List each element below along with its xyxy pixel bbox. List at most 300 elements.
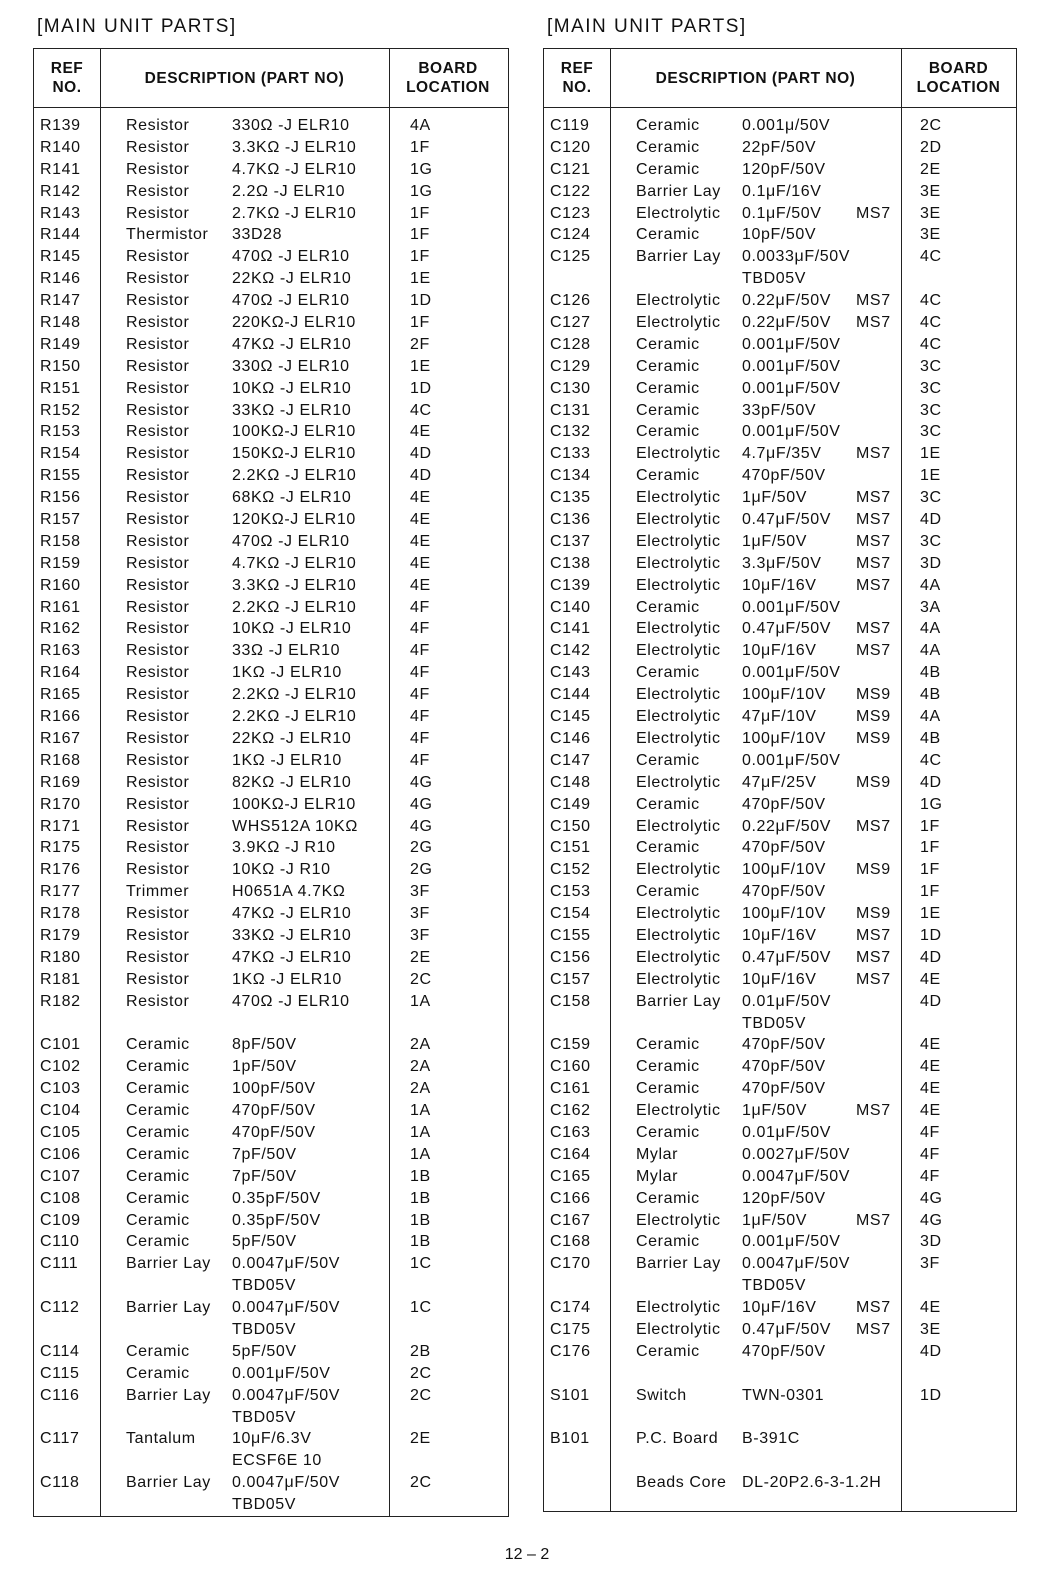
- board-location-cell: 4A: [920, 576, 941, 594]
- part-type-cell: Resistor: [126, 795, 190, 813]
- board-location-cell: 4G: [920, 1189, 943, 1207]
- part-type-cell: Electrolytic: [636, 532, 721, 550]
- part-type-cell: Resistor: [126, 970, 190, 988]
- part-type-cell: Resistor: [126, 905, 190, 923]
- ref-no-cell: C148: [550, 773, 591, 791]
- part-type-cell: Ceramic: [636, 226, 700, 244]
- table-row: [544, 465, 1016, 487]
- board-location-cell: 2E: [920, 160, 941, 178]
- table-row: [544, 421, 1016, 443]
- table-row: [34, 1450, 508, 1472]
- part-value-cell: 3.9KΩ -J R10: [232, 839, 336, 857]
- board-location-cell: 1G: [920, 795, 943, 813]
- part-type-cell: Electrolytic: [636, 708, 721, 726]
- part-type-cell: Resistor: [126, 992, 190, 1010]
- table-row: [34, 1144, 508, 1166]
- part-type-cell: Barrier Lay: [636, 992, 721, 1010]
- ref-no-cell: C162: [550, 1102, 591, 1120]
- table-row: [544, 509, 1016, 531]
- part-type-cell: [126, 1450, 232, 1472]
- part-value-cell: TBD05V: [742, 270, 807, 288]
- board-location-cell: 1G: [410, 160, 433, 178]
- part-series-cell: [856, 159, 920, 181]
- part-type-cell: Ceramic: [126, 1167, 190, 1185]
- part-value-cell: 330Ω -J ELR10: [232, 117, 350, 134]
- ref-no-cell: C123: [550, 204, 591, 222]
- part-value-cell: 0.22μF/50V: [742, 817, 832, 835]
- part-type-cell: Resistor: [126, 773, 190, 791]
- ref-no-cell: R160: [40, 576, 81, 594]
- part-value-cell: 100pF/50V: [232, 1080, 316, 1098]
- part-value-cell: TBD05V: [232, 1277, 297, 1295]
- board-location-cell: 1A: [410, 1102, 431, 1120]
- board-location-cell: 4D: [920, 992, 942, 1010]
- board-location-cell: [410, 1275, 450, 1297]
- board-location-cell: 1F: [920, 839, 940, 857]
- part-type-cell: Resistor: [126, 182, 190, 200]
- part-series-cell: [856, 334, 920, 356]
- board-location-cell: 4A: [920, 708, 941, 726]
- board-location-cell: 4E: [920, 1299, 941, 1317]
- part-value-cell: 10μF/16V: [742, 970, 817, 988]
- table-row: [544, 837, 1016, 859]
- part-type-cell: Electrolytic: [636, 642, 721, 660]
- part-value-cell: 150KΩ-J ELR10: [232, 445, 356, 463]
- part-type-cell: Barrier Lay: [636, 182, 721, 200]
- ref-no-cell: C134: [550, 467, 591, 485]
- part-series-cell: MS7: [856, 292, 891, 310]
- part-series-cell: MS9: [856, 708, 891, 726]
- part-value-cell: 4.7μF/35V: [742, 445, 822, 463]
- part-value-cell: 47KΩ -J ELR10: [232, 948, 352, 966]
- part-value-cell: WHS512A 10KΩ: [232, 817, 358, 835]
- part-value-cell: 5pF/50V: [232, 1342, 297, 1360]
- ref-no-cell: C158: [550, 992, 591, 1010]
- part-value-cell: B-391C: [742, 1430, 800, 1448]
- part-value-cell: 10KΩ -J ELR10: [232, 620, 352, 638]
- part-value-cell: 0.001μF/50V: [232, 1364, 331, 1382]
- part-value-cell: 10KΩ -J ELR10: [232, 379, 352, 397]
- part-value-cell: 10μF/16V: [742, 926, 817, 944]
- part-value-cell: 2.2Ω -J ELR10: [232, 182, 346, 200]
- table-row: [34, 881, 508, 903]
- part-value-cell: 0.47μF/50V: [742, 948, 832, 966]
- ref-no-cell: C127: [550, 314, 591, 332]
- part-value-cell: 0.001μF/50V: [742, 1233, 841, 1251]
- part-type-cell: Resistor: [126, 861, 190, 879]
- table-row: [34, 1472, 508, 1494]
- part-value-cell: 470pF/50V: [742, 1080, 826, 1098]
- part-type-cell: Barrier Lay: [126, 1255, 211, 1273]
- part-type-cell: Electrolytic: [636, 1320, 721, 1338]
- part-type-cell: Electrolytic: [636, 511, 721, 529]
- part-value-cell: TBD05V: [232, 1320, 297, 1338]
- part-value-cell: 470Ω -J ELR10: [232, 248, 350, 266]
- part-type-cell: Resistor: [126, 489, 190, 507]
- part-value-cell: TWN-0301: [742, 1386, 825, 1404]
- board-location-cell: 4D: [920, 1342, 942, 1360]
- board-location-cell: [410, 1494, 450, 1516]
- part-series-cell: MS7: [856, 970, 891, 988]
- part-series-cell: [856, 991, 920, 1013]
- ref-no-cell: C108: [40, 1189, 81, 1207]
- part-value-cell: 47μF/10V: [742, 708, 817, 726]
- part-type-cell: Electrolytic: [636, 620, 721, 638]
- table-row: [34, 378, 508, 400]
- part-type-cell: Electrolytic: [636, 948, 721, 966]
- part-type-cell: Electrolytic: [636, 861, 721, 879]
- board-location-cell: 4C: [920, 248, 942, 266]
- ref-no-cell: [544, 1013, 636, 1035]
- part-value-cell: 0.01μF/50V: [742, 992, 832, 1010]
- table-row: [34, 684, 508, 706]
- part-value-cell: [742, 1450, 856, 1472]
- part-type-cell: Barrier Lay: [126, 1474, 211, 1492]
- part-type-cell: [126, 1319, 232, 1341]
- ref-no-cell: C160: [550, 1058, 591, 1076]
- part-value-cell: 470pF/50V: [742, 883, 826, 901]
- ref-no-cell: C126: [550, 292, 591, 310]
- board-location-cell: 3E: [920, 182, 941, 200]
- part-value-cell: 0.0047μF/50V: [232, 1386, 341, 1404]
- board-location-cell: 2G: [410, 861, 433, 879]
- ref-no-cell: C110: [40, 1233, 80, 1251]
- table-row: [34, 1319, 508, 1341]
- ref-no-cell: C176: [550, 1342, 591, 1360]
- part-series-cell: MS7: [856, 817, 891, 835]
- board-location-cell: 4F: [410, 664, 430, 682]
- table-row: [34, 1122, 508, 1144]
- table-row: [34, 837, 508, 859]
- board-location-cell: 1F: [410, 314, 430, 332]
- part-value-cell: 120pF/50V: [742, 160, 826, 178]
- board-location-cell: 4C: [920, 335, 942, 353]
- part-value-cell: 7pF/50V: [232, 1145, 297, 1163]
- board-location-cell: 4G: [410, 773, 433, 791]
- part-value-cell: 0.47μF/50V: [742, 620, 832, 638]
- header-ref-no: REF NO.: [560, 60, 594, 96]
- ref-no-cell: R161: [40, 598, 81, 616]
- part-series-cell: [856, 400, 920, 422]
- part-type-cell: [126, 1494, 232, 1516]
- ref-no-cell: C111: [40, 1255, 79, 1273]
- part-value-cell: 470Ω -J ELR10: [232, 532, 350, 550]
- table-row: [544, 1450, 1016, 1472]
- part-value-cell: 120pF/50V: [742, 1189, 826, 1207]
- board-location-cell: 3F: [410, 883, 430, 901]
- part-value-cell: DL-20P2.6-3-1.2H: [742, 1474, 882, 1492]
- board-location-cell: 4B: [920, 664, 941, 682]
- part-value-cell: 10pF/50V: [742, 226, 817, 244]
- part-value-cell: 0.001μ/50V: [742, 117, 831, 134]
- table-row: [34, 246, 508, 268]
- ref-no-cell: C128: [550, 335, 591, 353]
- part-type-cell: Ceramic: [636, 335, 700, 353]
- table-row: [34, 356, 508, 378]
- board-location-cell: 4B: [920, 686, 941, 704]
- ref-no-cell: R170: [40, 795, 81, 813]
- ref-no-cell: C106: [40, 1145, 81, 1163]
- ref-no-cell: R182: [40, 992, 81, 1010]
- board-location-cell: 4G: [410, 795, 433, 813]
- part-series-cell: [856, 465, 920, 487]
- part-type-cell: Electrolytic: [636, 926, 721, 944]
- board-location-cell: 4G: [410, 817, 433, 835]
- part-type-cell: Electrolytic: [636, 576, 721, 594]
- table-row: [544, 1275, 1016, 1297]
- part-series-cell: [856, 1231, 920, 1253]
- part-type-cell: Ceramic: [126, 1145, 190, 1163]
- part-type-cell: Resistor: [126, 401, 190, 419]
- part-type-cell: Resistor: [126, 511, 190, 529]
- ref-no-cell: C103: [40, 1080, 81, 1098]
- part-series-cell: [856, 1275, 920, 1297]
- ref-no-cell: C141: [550, 620, 591, 638]
- ref-no-cell: C145: [550, 708, 591, 726]
- board-location-cell: 1E: [920, 467, 941, 485]
- part-type-cell: Resistor: [126, 423, 190, 441]
- board-location-cell: 4F: [410, 598, 430, 616]
- table-row: [34, 312, 508, 334]
- table-row: [544, 400, 1016, 422]
- board-location-cell: 1B: [410, 1211, 431, 1229]
- part-type-cell: Resistor: [126, 642, 190, 660]
- part-value-cell: TBD05V: [742, 1277, 807, 1295]
- part-type-cell: Electrolytic: [636, 292, 721, 310]
- part-series-cell: MS7: [856, 489, 891, 507]
- ref-no-cell: C107: [40, 1167, 81, 1185]
- board-location-cell: 4E: [920, 1036, 941, 1054]
- table-row: [34, 618, 508, 640]
- table-row: [34, 487, 508, 509]
- part-series-cell: MS7: [856, 554, 891, 572]
- part-type-cell: Resistor: [126, 598, 190, 616]
- ref-no-cell: C167: [550, 1211, 591, 1229]
- part-type-cell: Ceramic: [636, 379, 700, 397]
- part-type-cell: [126, 1013, 232, 1035]
- part-type-cell: Resistor: [126, 532, 190, 550]
- part-type-cell: Resistor: [126, 926, 190, 944]
- table-row: [544, 356, 1016, 378]
- ref-no-cell: C121: [550, 160, 591, 178]
- board-location-cell: 4F: [920, 1167, 940, 1185]
- part-type-cell: Electrolytic: [636, 554, 721, 572]
- part-type-cell: Electrolytic: [636, 1211, 721, 1229]
- table-row: [544, 553, 1016, 575]
- part-value-cell: 1KΩ -J ELR10: [232, 751, 342, 769]
- part-type-cell: Ceramic: [636, 1123, 700, 1141]
- part-value-cell: 470Ω -J ELR10: [232, 292, 350, 310]
- part-type-cell: Ceramic: [636, 598, 700, 616]
- board-location-cell: 4C: [920, 314, 942, 332]
- ref-no-cell: R164: [40, 664, 81, 682]
- part-type-cell: Resistor: [126, 817, 190, 835]
- part-value-cell: TBD05V: [742, 1014, 807, 1032]
- table-row: [34, 1275, 508, 1297]
- table-row: [34, 969, 508, 991]
- table-row: [34, 1231, 508, 1253]
- ref-no-cell: C137: [550, 532, 591, 550]
- page-number: 12 – 2: [504, 1546, 550, 1563]
- part-type-cell: Mylar: [636, 1145, 679, 1163]
- part-type-cell: Resistor: [126, 314, 190, 332]
- board-location-cell: [410, 1450, 450, 1472]
- part-value-cell: 2.2KΩ -J ELR10: [232, 598, 357, 616]
- part-value-cell: 0.35pF/50V: [232, 1189, 321, 1207]
- ref-no-cell: [34, 1450, 126, 1472]
- ref-no-cell: [34, 1494, 126, 1516]
- part-value-cell: 82KΩ -J ELR10: [232, 773, 352, 791]
- board-location-cell: 4E: [920, 1058, 941, 1076]
- part-type-cell: [636, 1275, 742, 1297]
- part-type-cell: Resistor: [126, 686, 190, 704]
- part-type-cell: [126, 1275, 232, 1297]
- part-value-cell: 0.0047μF/50V: [232, 1474, 341, 1492]
- part-value-cell: 470pF/50V: [742, 1342, 826, 1360]
- ref-no-cell: C174: [550, 1299, 591, 1317]
- part-type-cell: Ceramic: [636, 664, 700, 682]
- part-type-cell: Ceramic: [126, 1080, 190, 1098]
- part-type-cell: Resistor: [126, 292, 190, 310]
- board-location-cell: 1E: [920, 905, 941, 923]
- part-type-cell: Ceramic: [636, 883, 700, 901]
- table-row: [544, 1188, 1016, 1210]
- board-location-cell: 3C: [920, 423, 942, 441]
- part-value-cell: 2.2KΩ -J ELR10: [232, 708, 357, 726]
- right-parts-panel: [543, 14, 1017, 1512]
- part-value-cell: 1μF/50V: [742, 532, 808, 550]
- part-series-cell: [856, 1450, 920, 1472]
- ref-no-cell: R180: [40, 948, 81, 966]
- part-type-cell: Electrolytic: [636, 729, 721, 747]
- part-value-cell: 0.001μF/50V: [742, 664, 841, 682]
- table-row: [34, 1013, 508, 1035]
- table-row: [34, 640, 508, 662]
- ref-no-cell: R176: [40, 861, 81, 879]
- part-value-cell: 33KΩ -J ELR10: [232, 401, 352, 419]
- ref-no-cell: C114: [40, 1342, 80, 1360]
- board-location-cell: 2A: [410, 1080, 431, 1098]
- table-row: [544, 137, 1016, 159]
- table-row: [34, 772, 508, 794]
- part-type-cell: Resistor: [126, 204, 190, 222]
- table-row: [34, 597, 508, 619]
- board-location-cell: 4D: [920, 511, 942, 529]
- part-value-cell: 220KΩ-J ELR10: [232, 314, 356, 332]
- table-row: [544, 1056, 1016, 1078]
- table-row: [34, 181, 508, 203]
- ref-no-cell: C109: [40, 1211, 81, 1229]
- part-value-cell: 470pF/50V: [742, 839, 826, 857]
- table-row: [34, 1188, 508, 1210]
- part-value-cell: 100KΩ-J ELR10: [232, 795, 356, 813]
- part-value-cell: 470pF/50V: [742, 467, 826, 485]
- part-value-cell: 3.3KΩ -J ELR10: [232, 138, 357, 156]
- board-location-cell: 4E: [410, 511, 431, 529]
- part-type-cell: Resistor: [126, 248, 190, 266]
- board-location-cell: 3D: [920, 1233, 942, 1251]
- part-value-cell: 100μF/10V: [742, 905, 827, 923]
- part-type-cell: Ceramic: [636, 1058, 700, 1076]
- board-location-cell: 2C: [410, 970, 432, 988]
- part-series-cell: [856, 1385, 920, 1407]
- part-series-cell: [856, 1363, 920, 1385]
- board-location-cell: 2C: [920, 117, 942, 134]
- part-value-cell: 0.22μF/50V: [742, 292, 832, 310]
- part-value-cell: 0.01μF/50V: [742, 1123, 832, 1141]
- part-series-cell: [856, 1122, 920, 1144]
- part-value-cell: TBD05V: [232, 1408, 297, 1426]
- table-row: [34, 1341, 508, 1363]
- table-row: [34, 859, 508, 881]
- table-row: [34, 1100, 508, 1122]
- part-type-cell: [636, 1450, 742, 1472]
- header-ref-no: REF NO.: [50, 60, 84, 96]
- board-location-cell: 4C: [920, 751, 942, 769]
- part-value-cell: 5pF/50V: [232, 1233, 297, 1251]
- board-location-cell: 4F: [920, 1145, 940, 1163]
- part-series-cell: [856, 1166, 920, 1188]
- ref-no-cell: C116: [40, 1386, 80, 1404]
- part-value-cell: 0.001μF/50V: [742, 598, 841, 616]
- board-location-cell: 1E: [920, 445, 941, 463]
- part-series-cell: [856, 137, 920, 159]
- part-series-cell: MS7: [856, 926, 891, 944]
- table-row: [34, 925, 508, 947]
- part-series-cell: [856, 1144, 920, 1166]
- table-row: [544, 684, 1016, 706]
- board-location-cell: 1A: [410, 992, 431, 1010]
- table-row: [34, 509, 508, 531]
- part-series-cell: [856, 1407, 920, 1429]
- part-type-cell: Trimmer: [126, 883, 190, 901]
- part-value-cell: 7pF/50V: [232, 1167, 297, 1185]
- right-table-body: [544, 108, 1016, 1494]
- part-value-cell: 4.7KΩ -J ELR10: [232, 554, 357, 572]
- table-row: [544, 1144, 1016, 1166]
- table-row: [34, 662, 508, 684]
- part-value-cell: 1KΩ -J ELR10: [232, 664, 342, 682]
- part-type-cell: Resistor: [126, 160, 190, 178]
- part-series-cell: [856, 115, 920, 137]
- ref-no-cell: R151: [40, 379, 81, 397]
- part-series-cell: MS7: [856, 532, 891, 550]
- part-type-cell: Beads Core: [636, 1474, 727, 1492]
- board-location-cell: 4F: [410, 620, 430, 638]
- ref-no-cell: C144: [550, 686, 591, 704]
- table-row: [34, 115, 508, 137]
- part-type-cell: Resistor: [126, 335, 190, 353]
- left-parts-table: [33, 48, 509, 1517]
- part-type-cell: Ceramic: [636, 839, 700, 857]
- part-type-cell: Electrolytic: [636, 970, 721, 988]
- part-value-cell: 47KΩ -J ELR10: [232, 905, 352, 923]
- part-value-cell: 3.3KΩ -J ELR10: [232, 576, 357, 594]
- ref-no-cell: R167: [40, 729, 81, 747]
- board-location-cell: [410, 1319, 450, 1341]
- ref-no-cell: C152: [550, 861, 591, 879]
- board-location-cell: 1F: [410, 204, 430, 222]
- part-type-cell: Electrolytic: [636, 489, 721, 507]
- part-type-cell: Ceramic: [126, 1342, 190, 1360]
- table-row: [34, 465, 508, 487]
- part-type-cell: Resistor: [126, 138, 190, 156]
- table-row: [544, 991, 1016, 1013]
- board-location-cell: 1D: [920, 926, 942, 944]
- ref-no-cell: [544, 1363, 636, 1385]
- part-series-cell: [856, 1341, 920, 1363]
- part-value-cell: 1μF/50V: [742, 1211, 808, 1229]
